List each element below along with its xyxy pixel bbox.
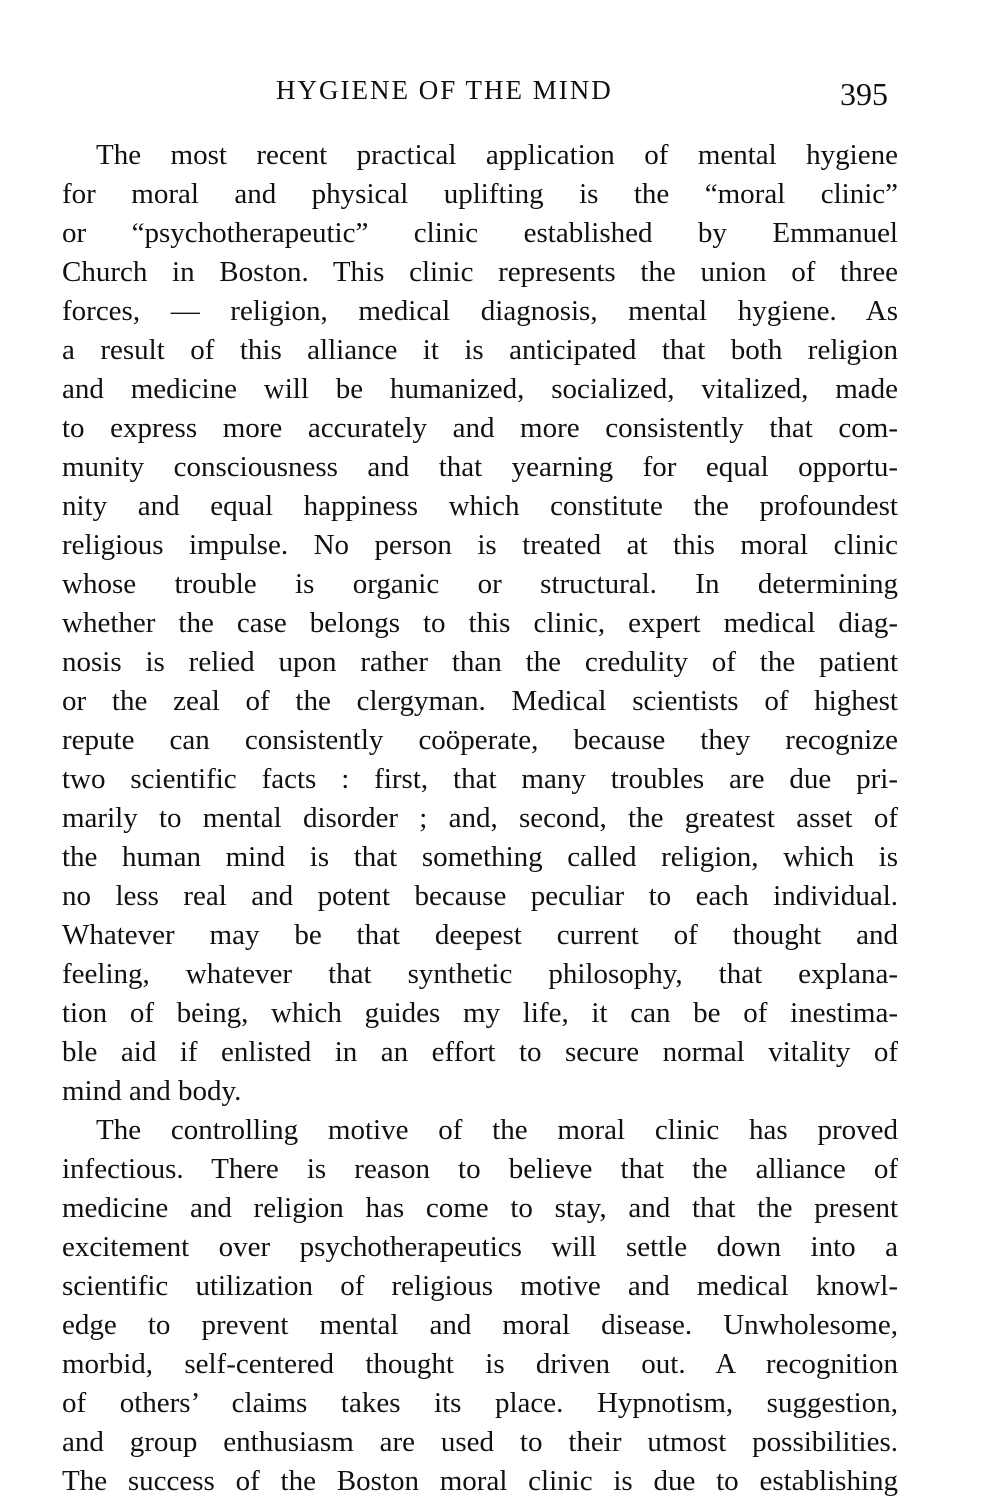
body-text [62, 136, 898, 1501]
text-line: the human mind is that something called religion, which is [62, 841, 898, 873]
text-line: forces, — religion, medical diagnosis, mental hygiene. As [62, 295, 898, 327]
text-line: whose trouble is organic or structural. In determining [62, 568, 898, 600]
paragraph-2 [62, 1111, 898, 1501]
text-line: nosis is relied upon rather than the credulity of the patient [62, 646, 898, 678]
text-line: excitement over psychotherapeutics will settle down into a [62, 1231, 898, 1263]
text-line: mind and body. [62, 1075, 242, 1107]
text-line: a result of this alliance it is anticipated that both religion [62, 334, 898, 366]
text-line: religious impulse. No person is treated at this moral clinic [62, 529, 898, 561]
text-line: feeling, whatever that synthetic philosophy, that explana- [62, 958, 898, 990]
text-line: repute can consistently coöperate, because they recognize [62, 724, 898, 756]
text-line: nity and equal happiness which constitute the profoundest [62, 490, 898, 522]
text-line: edge to prevent mental and moral disease. Unwholesome, [62, 1309, 898, 1341]
text-line: The controlling motive of the moral clinic has proved [96, 1114, 898, 1146]
text-line: to express more accurately and more consistently that com- [62, 412, 898, 444]
text-line: infectious. There is reason to believe that the alliance of [62, 1153, 898, 1185]
text-line: no less real and potent because peculiar to each individual. [62, 880, 898, 912]
text-line: The most recent practical application of mental hygiene [96, 139, 898, 171]
text-line: or the zeal of the clergyman. Medical scientists of highest [62, 685, 898, 717]
text-line: and group enthusiasm are used to their utmost possibilities. [62, 1426, 898, 1458]
text-line: ble aid if enlisted in an effort to secure normal vitality of [62, 1036, 898, 1068]
text-line: marily to mental disorder ; and, second, the greatest asset of [62, 802, 898, 834]
running-head [0, 70, 1000, 110]
text-line: and medicine will be humanized, socialized, vitalized, made [62, 373, 898, 405]
text-line: medicine and religion has come to stay, and that the present [62, 1192, 898, 1224]
text-line: for moral and physical uplifting is the “moral clinic” [62, 178, 898, 210]
text-line: scientific utilization of religious motive and medical knowl- [62, 1270, 898, 1302]
text-line: of others’ claims takes its place. Hypnotism, suggestion, [62, 1387, 898, 1419]
text-line: tion of being, which guides my life, it can be of inestima- [62, 997, 898, 1029]
text-line: The success of the Boston moral clinic is due to establishing [62, 1465, 898, 1497]
text-line: munity consciousness and that yearning for equal opportu- [62, 451, 898, 483]
text-line: two scientific facts : first, that many troubles are due pri- [62, 763, 898, 795]
text-line: whether the case belongs to this clinic, expert medical diag- [62, 607, 898, 639]
text-line: morbid, self-centered thought is driven out. A recognition [62, 1348, 898, 1380]
paragraph-1 [62, 136, 898, 1111]
running-title: HYGIENE OF THE MIND [276, 75, 613, 105]
text-line: or “psychotherapeutic” clinic established by Emmanuel [62, 217, 898, 249]
text-line: Whatever may be that deepest current of thought and [62, 919, 898, 951]
text-line: Church in Boston. This clinic represents the union of three [62, 256, 898, 288]
page-number: 395 [840, 76, 888, 112]
